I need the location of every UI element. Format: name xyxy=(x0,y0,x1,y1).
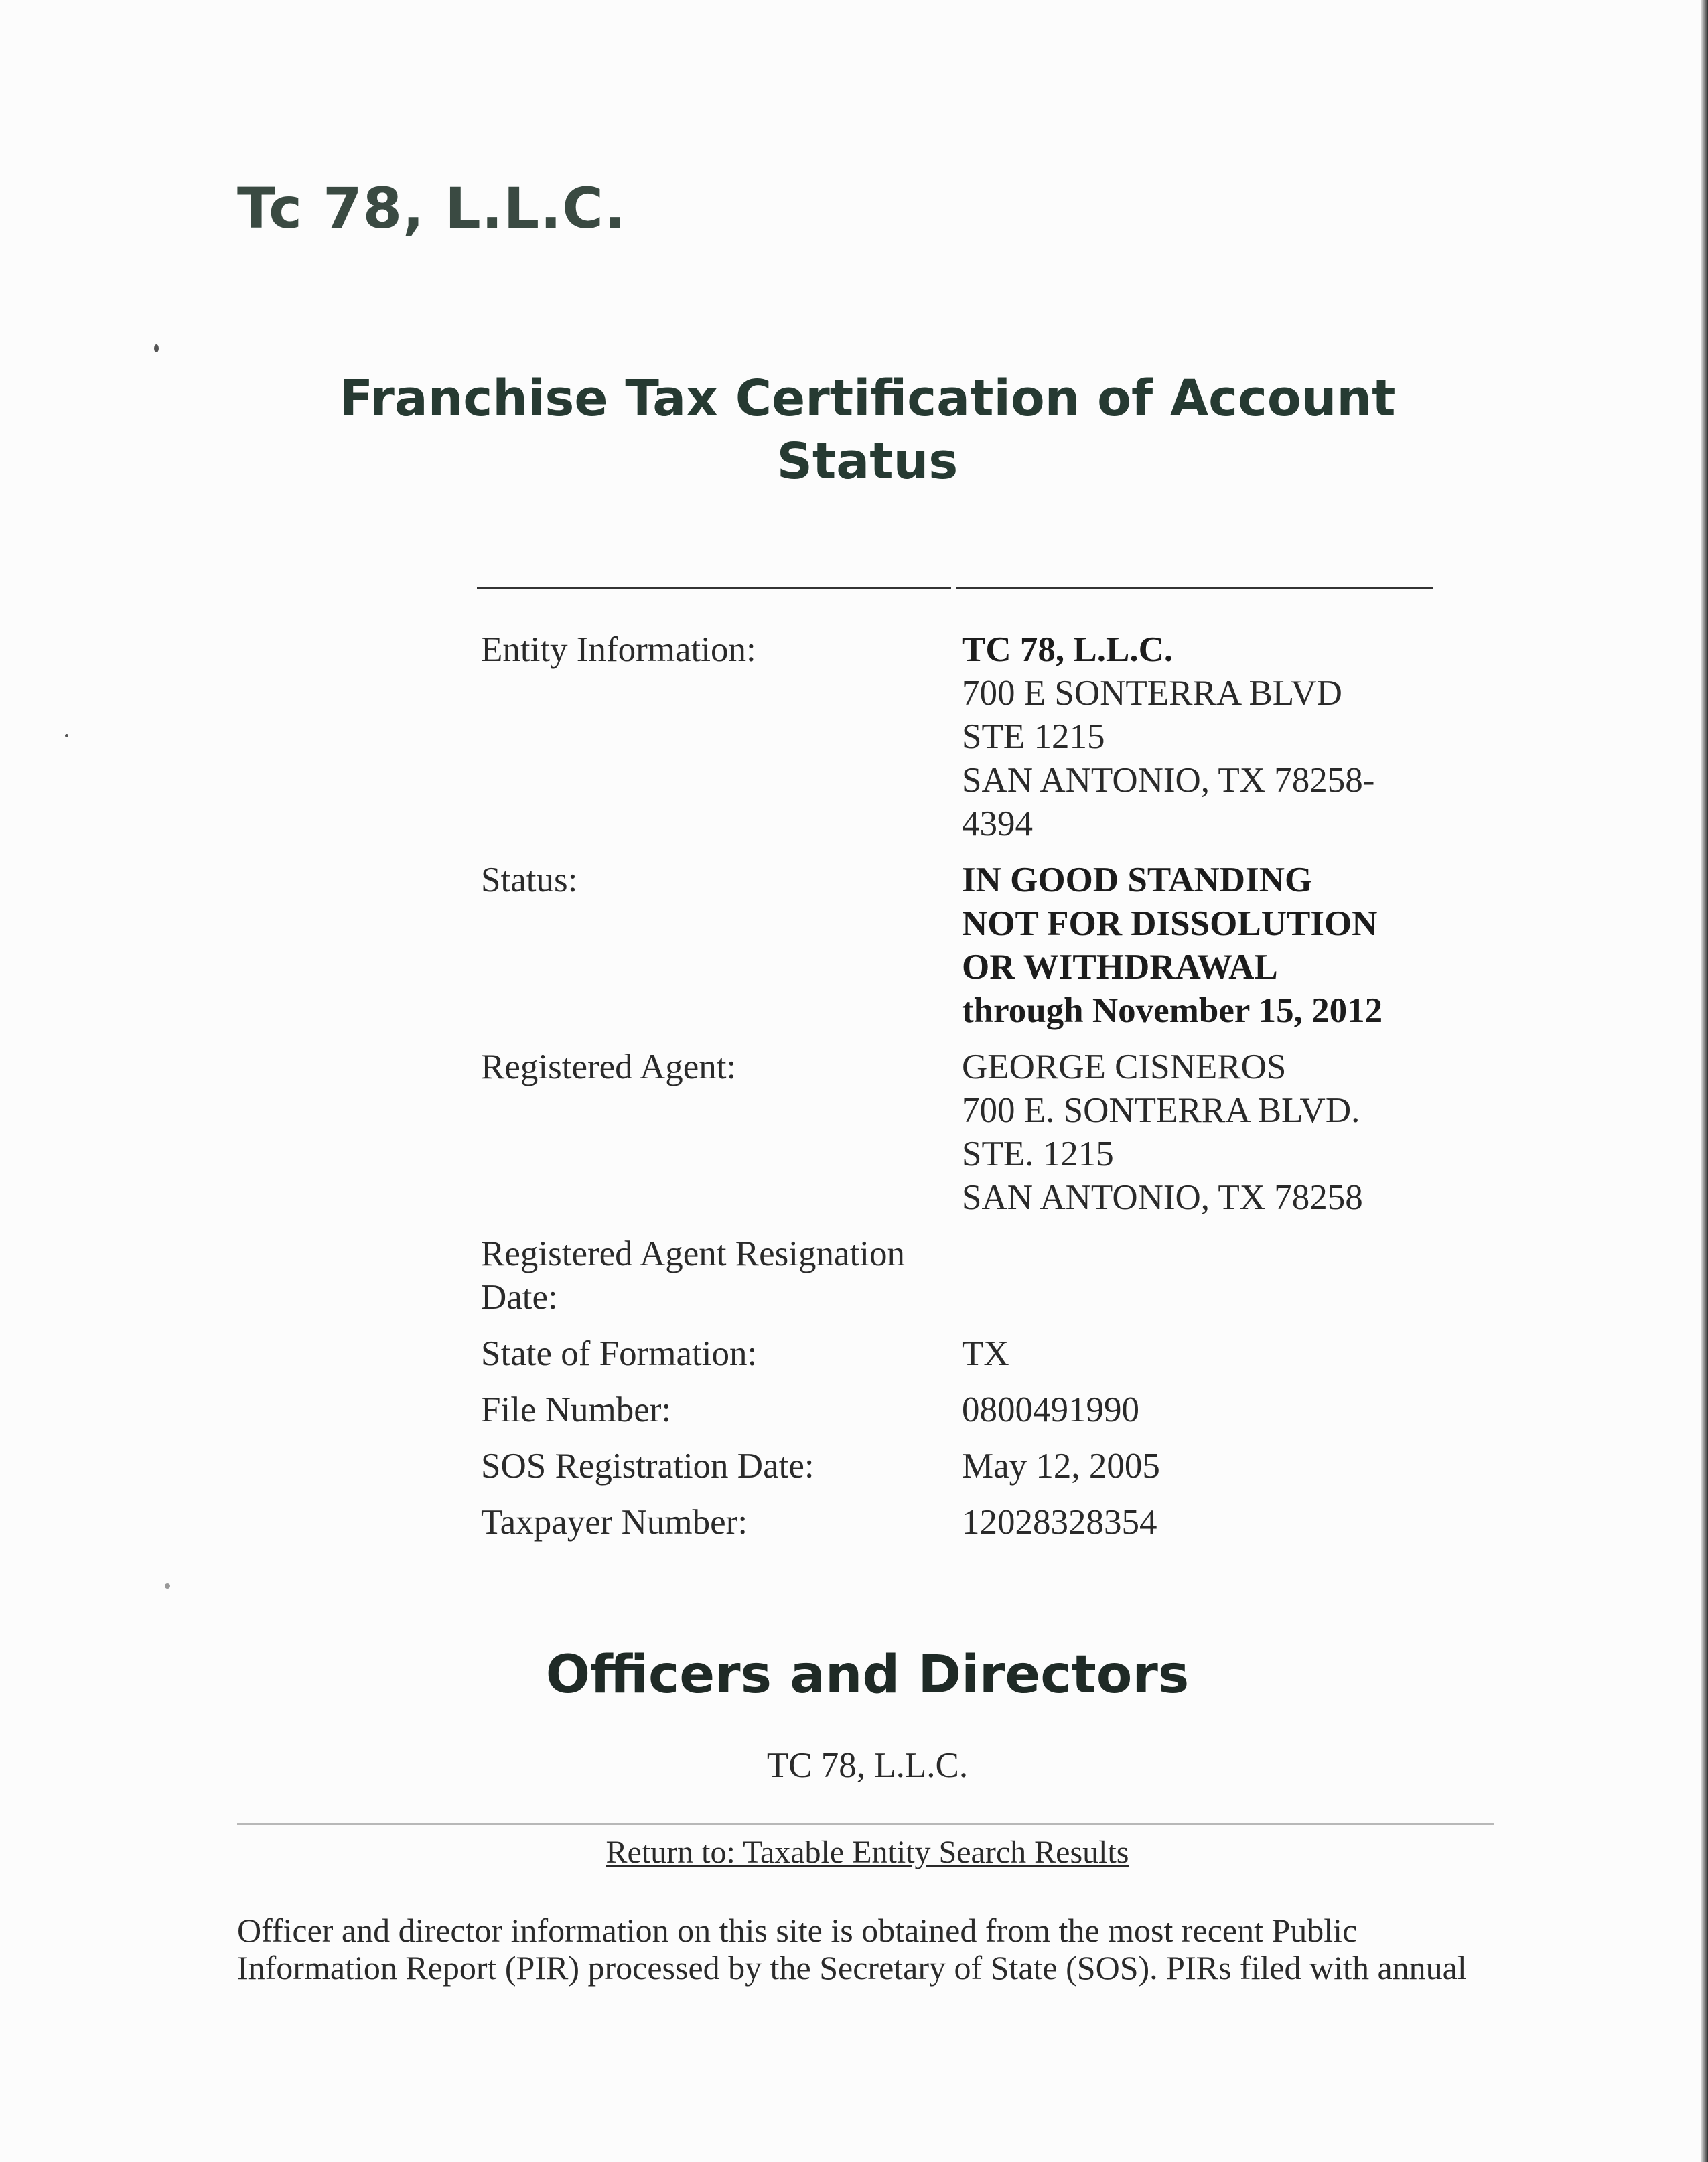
scan-speck xyxy=(165,1583,170,1589)
address-line: STE. 1215 xyxy=(962,1135,1114,1173)
table-row xyxy=(481,1046,1471,1232)
row-value xyxy=(962,1046,1471,1232)
scan-speck xyxy=(154,344,159,352)
row-label: SOS Registration Date: xyxy=(481,1447,814,1486)
row-value: 12028328354 xyxy=(962,1503,1157,1542)
row-label: Entity Information: xyxy=(481,630,756,669)
label-line: Registered Agent Resignation xyxy=(481,1234,905,1273)
scan-edge xyxy=(1701,0,1708,2162)
status-line: IN GOOD STANDING xyxy=(962,861,1313,899)
entity-info-table xyxy=(481,628,1471,1557)
entity-title: Tc 78, L.L.C. xyxy=(237,175,626,241)
address-line: SAN ANTONIO, TX 78258- xyxy=(962,761,1375,800)
table-row xyxy=(481,1232,1471,1332)
status-line: through November 15, 2012 xyxy=(962,991,1383,1030)
address-line: 4394 xyxy=(962,804,1033,843)
row-value: May 12, 2005 xyxy=(962,1447,1160,1486)
notice-line: Information Report (PIR) processed by the Secretary of State (SOS). PIRs filed with annual xyxy=(237,1949,1467,1987)
certificate-title: Franchise Tax Certification of Account Status xyxy=(339,370,1396,490)
address-line: 700 E SONTERRA BLVD xyxy=(962,674,1342,713)
table-row xyxy=(481,1501,1471,1557)
return-link-container xyxy=(281,1834,1453,1871)
row-label xyxy=(481,1232,962,1332)
row-value: 0800491990 xyxy=(962,1390,1139,1429)
officers-entity-name: TC 78, L.L.C. xyxy=(766,1746,969,1785)
row-value xyxy=(962,1232,1471,1332)
row-label: Registered Agent: xyxy=(481,1048,737,1086)
table-row xyxy=(481,1388,1471,1445)
agent-name: GEORGE CISNEROS xyxy=(962,1048,1287,1086)
row-label: State of Formation: xyxy=(481,1334,758,1373)
table-top-rule-left xyxy=(477,587,951,589)
entity-name: TC 78, L.L.C. xyxy=(962,630,1173,669)
officers-title: Officers and Directors xyxy=(545,1645,1190,1705)
row-value xyxy=(962,859,1471,1046)
table-row xyxy=(481,628,1471,859)
section-divider xyxy=(237,1823,1494,1825)
officer-info-notice xyxy=(237,1912,1510,1987)
table-row xyxy=(481,1332,1471,1388)
status-line: OR WITHDRAWAL xyxy=(962,948,1278,987)
address-line: 700 E. SONTERRA BLVD. xyxy=(962,1091,1360,1130)
return-to-search-link[interactable]: Return to: Taxable Entity Search Results xyxy=(606,1834,1129,1870)
row-value xyxy=(962,628,1471,859)
row-value: TX xyxy=(962,1334,1009,1373)
notice-line: Officer and director information on this site is obtained from the most recent Public xyxy=(237,1912,1358,1949)
row-label: File Number: xyxy=(481,1390,672,1429)
address-line: SAN ANTONIO, TX 78258 xyxy=(962,1178,1363,1217)
table-row xyxy=(481,1445,1471,1501)
row-label: Status: xyxy=(481,861,578,899)
table-top-rule-right xyxy=(956,587,1433,589)
status-line: NOT FOR DISSOLUTION xyxy=(962,904,1378,943)
table-row xyxy=(481,859,1471,1046)
address-line: STE 1215 xyxy=(962,717,1105,756)
scan-speck xyxy=(65,734,68,737)
row-label: Taxpayer Number: xyxy=(481,1503,748,1542)
label-line: Date: xyxy=(481,1278,558,1317)
